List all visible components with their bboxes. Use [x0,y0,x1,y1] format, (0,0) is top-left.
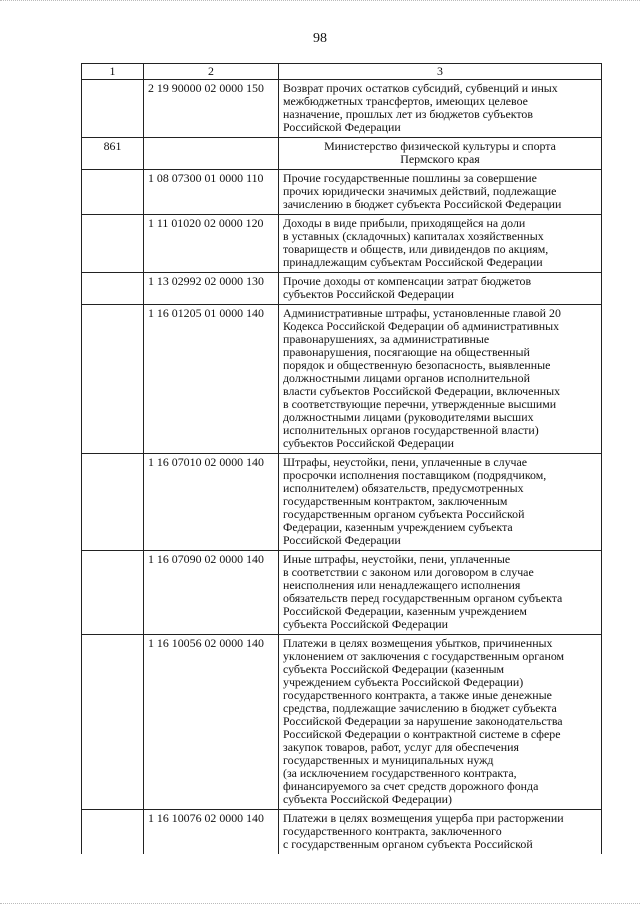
description-line: прочих юридически значимых действий, подлежащие [283,184,557,198]
admin-code-cell [82,170,144,215]
revenue-code-cell: 1 13 02992 02 0000 130 [144,273,279,305]
description-line: субъекта Российской Федерации) [283,792,452,806]
admin-code-cell [82,635,144,810]
description-line: назначение, прошлых лет из бюджетов субъектов [283,107,533,121]
table-row [82,80,602,138]
description-cell [279,170,602,215]
description-line: неисполнения или ненадлежащего исполнения [283,578,521,592]
table-row [82,810,602,855]
description-line: государственного контракта, заключенного [283,824,502,838]
table-row [82,454,602,551]
description-line: Российской Федерации, казенным учреждением [283,604,527,618]
revenue-code-cell: 1 16 01205 01 0000 140 [144,305,279,454]
scan-edge-top [0,0,640,2]
description-line: Федерации, казенным учреждением субъекта [283,520,513,534]
description-cell [279,551,602,635]
description-cell [279,305,602,454]
description-line: межбюджетных трансфертов, имеющих целевое [283,94,528,108]
description-line: исполнительных органов государственной власти) [283,423,539,437]
header-col-1: 1 [82,64,144,80]
admin-code-cell: 861 [82,138,144,170]
description-line: Платежи в целях возмещения ущерба при расторжении [283,811,564,825]
revenue-codes-table [81,63,602,854]
description-line: закупок товаров, работ, услуг для обеспечения [283,740,519,754]
description-line: правонарушения, посягающие на общественный [283,345,530,359]
description-line: субъекта Российской Федерации (казенным [283,662,505,676]
admin-code-cell [82,80,144,138]
page-number: 98 [313,31,327,46]
table-row [82,635,602,810]
description-line: правонарушениях, за административные [283,332,490,346]
description-line: уклонением от заключения с государственным органом [283,649,565,663]
description-line: Российской Федерации [283,120,401,134]
description-line: принадлежащим субъектам Российской Федерации [283,255,543,269]
description-cell [279,138,602,170]
table-row [82,215,602,273]
description-line: Административные штрафы, установленные главой 20 [283,306,561,320]
description-line: в уставных (складочных) капиталах хозяйственных [283,229,544,243]
admin-code-cell [82,454,144,551]
description-line: субъекта Российской Федерации [283,617,449,631]
description-line: товариществ и обществ, или дивидендов по акциям, [283,242,549,256]
description-line: Кодекса Российской Федерации об административных [283,319,560,333]
table-row [82,170,602,215]
table-row [82,273,602,305]
description-line: Прочие государственные пошлины за совершение [283,171,537,185]
description-line: государственным органом субъекта Российской [283,507,525,521]
admin-code-cell [82,551,144,635]
description-line: должностными лицами (руководителями высших [283,410,534,424]
header-col-2: 2 [144,64,279,80]
table-row [82,551,602,635]
table-row [82,138,602,170]
description-line: в соответствующие перечни, утвержденные высшими [283,397,557,411]
description-cell [279,215,602,273]
revenue-code-cell [144,138,279,170]
table-header-row [82,64,602,80]
revenue-code-cell: 2 19 90000 02 0000 150 [144,80,279,138]
description-line: с государственным органом субъекта Российской [283,837,533,851]
description-line: Иные штрафы, неустойки, пени, уплаченные [283,552,511,566]
table-body [82,64,602,855]
description-line: Доходы в виде прибыли, приходящейся на доли [283,216,526,230]
description-line: государственных и муниципальных нужд [283,753,494,767]
description-line: порядок и общественную безопасность, выявленные [283,358,551,372]
description-cell [279,635,602,810]
description-line: государственного контракта, а также иные денежные [283,688,552,702]
table-row [82,305,602,454]
description-line: обязательств перед государственным органом субъекта [283,591,563,605]
description-line: субъектов Российской Федерации [283,436,455,450]
description-line: власти субъектов Российской Федерации, включенных [283,384,561,398]
admin-code-cell [82,273,144,305]
revenue-code-cell: 1 11 01020 02 0000 120 [144,215,279,273]
description-line: Платежи в целях возмещения убытков, причиненных [283,636,553,650]
description-line: учреждением субъекта Российской Федерации) [283,675,524,689]
description-line: в соответствии с законом или договором в случае [283,565,534,579]
description-line: Штрафы, неустойки, пени, уплаченные в случае [283,455,528,469]
revenue-code-cell: 1 16 07090 02 0000 140 [144,551,279,635]
revenue-code-cell: 1 16 10076 02 0000 140 [144,810,279,855]
description-line: зачислению в бюджет субъекта Российской Федерации [283,197,562,211]
description-line: Пермского края [400,152,480,166]
description-line: Российской Федерации о контрактной системе в сфере [283,727,561,741]
description-cell [279,273,602,305]
description-line: просрочки исполнения поставщиком (подрядчиком, [283,468,547,482]
description-line: (за исключением государственного контракта, [283,766,517,780]
revenue-code-cell: 1 16 10056 02 0000 140 [144,635,279,810]
description-line: государственным контрактом, заключенным [283,494,508,508]
description-line: должностными лицами органов исполнительной [283,371,530,385]
description-line: финансируемого за счет средств дорожного фонда [283,779,539,793]
description-cell [279,80,602,138]
description-line: Российской Федерации за нарушение законодательства [283,714,563,728]
revenue-code-cell: 1 08 07300 01 0000 110 [144,170,279,215]
description-cell [279,810,602,855]
description-line: Возврат прочих остатков субсидий, субвенций и иных [283,81,558,95]
header-col-3: 3 [279,64,602,80]
description-line: Прочие доходы от компенсации затрат бюджетов [283,274,532,288]
revenue-code-cell: 1 16 07010 02 0000 140 [144,454,279,551]
description-line: средства, подлежащие зачислению в бюджет субъекта [283,701,557,715]
admin-code-cell [82,810,144,855]
description-cell [279,454,602,551]
description-line: Российской Федерации [283,533,401,547]
description-line: исполнителем) обязательств, предусмотренных [283,481,524,495]
admin-code-cell [82,305,144,454]
admin-code-cell [82,215,144,273]
description-line: Министерство физической культуры и спорта [324,139,556,153]
description-line: субъектов Российской Федерации [283,287,455,301]
